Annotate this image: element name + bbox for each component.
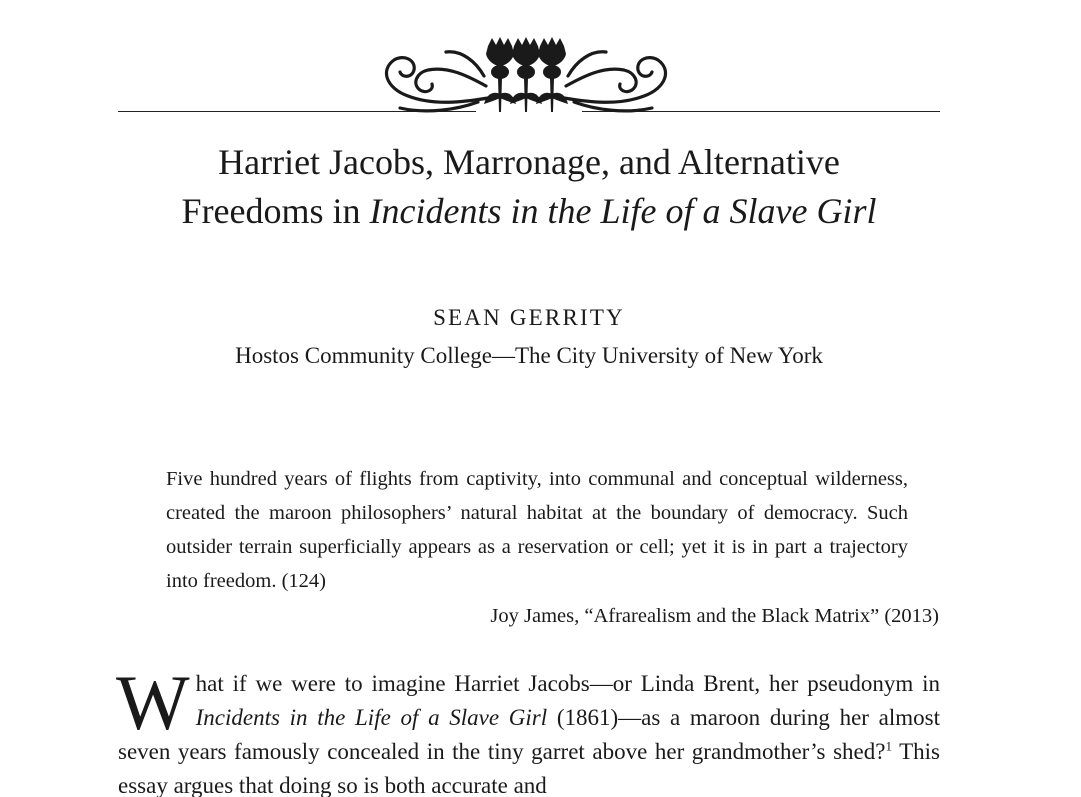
body-text-part-3: This essay argues that doing so is both accurate and — [118, 739, 940, 797]
footnote-reference[interactable]: 1 — [885, 738, 892, 754]
article-title — [118, 138, 940, 236]
body-paragraph — [116, 659, 940, 797]
header-ornament-row — [118, 36, 940, 116]
body-book-title: Incidents in the Life of a Slave Girl — [195, 705, 548, 730]
drop-cap: W — [116, 659, 190, 746]
author-affiliation: Hostos Community College—The City University of New York — [235, 343, 823, 368]
body-text-part-1: hat if we were to imagine Harriet Jacobs—or Linda Brent, her pseudonym in — [195, 671, 940, 696]
title-line-2-prefix: Freedoms in — [181, 191, 370, 231]
epigraph-source: Joy James, “Afrarealism and the Black Matrix” (2013) — [490, 605, 939, 627]
author-name: SEAN GERRITY — [433, 305, 625, 330]
thistle-ornament-icon — [376, 36, 676, 116]
title-line-2-italic: Incidents in the Life of a Slave Girl — [369, 191, 877, 231]
body-text-part-2: (1861)—as a maroon during her almost seven years famously concealed in the tiny garret above her grandmother’s shed? — [118, 705, 940, 764]
title-line-1: Harriet Jacobs, Marronage, and Alternative — [218, 142, 840, 182]
epigraph-quote: Five hundred years of flights from captivity, into communal and conceptual wilderness, created the maroon philosophers’ natural habitat at the boundary of democracy. Such outsider terrain superficially appears as a reservation or cell; yet it is in part a trajectory into freedom. (124) — [166, 468, 908, 592]
